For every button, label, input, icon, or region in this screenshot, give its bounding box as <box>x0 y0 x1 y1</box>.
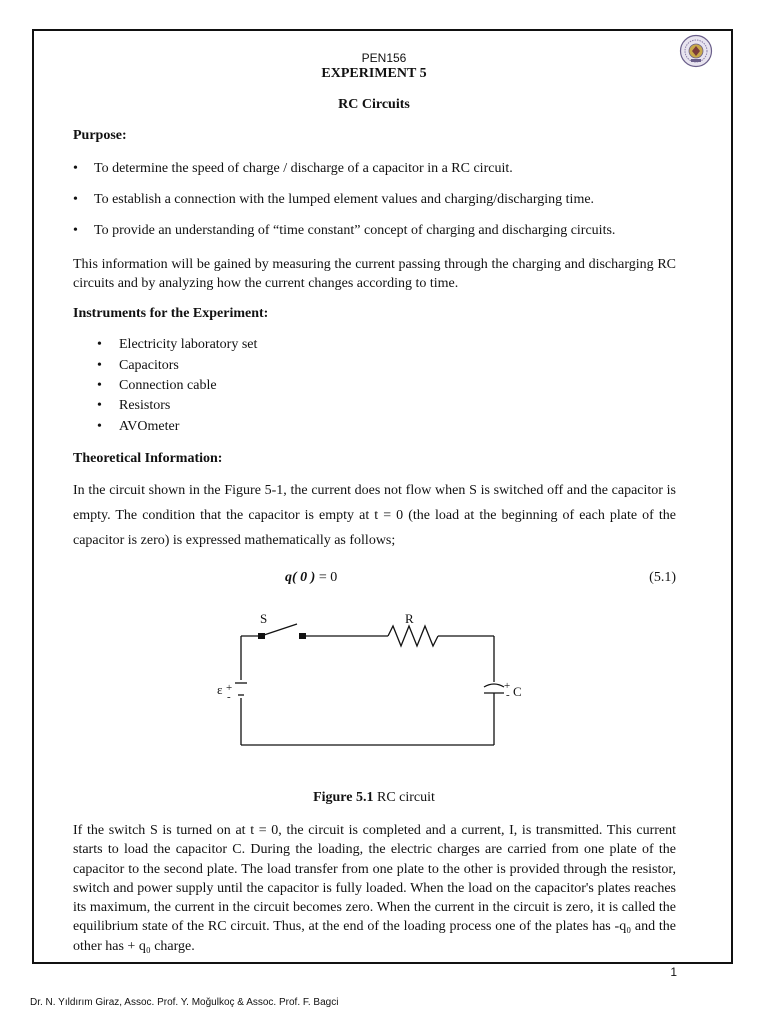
theory-heading: Theoretical Information: <box>73 451 223 466</box>
instrument-text: Resistors <box>119 398 171 413</box>
figure-caption-text: RC circuit <box>373 790 435 805</box>
equation-number: (5.1) <box>649 570 676 585</box>
instrument-text: Capacitors <box>119 358 179 373</box>
source-label: ε <box>217 682 223 697</box>
instrument-text: Electricity laboratory set <box>119 337 258 352</box>
university-seal-logo <box>679 34 713 68</box>
resistor-zigzag <box>388 626 438 646</box>
experiment-subtitle: RC Circuits <box>338 97 410 112</box>
bullet-dot: • <box>73 192 78 207</box>
figure-caption-number: Figure 5.1 <box>313 790 374 805</box>
purpose-bullet-text: To establish a connection with the lumped element values and charging/discharging time. <box>94 192 595 207</box>
bullet-dot: • <box>97 337 102 352</box>
rc-circuit-diagram <box>200 605 540 755</box>
instruments-heading: Instruments for the Experiment: <box>73 306 269 321</box>
figure-caption <box>0 790 748 806</box>
equation <box>285 570 337 586</box>
switch-label: S <box>260 611 268 626</box>
purpose-paragraph: This information will be gained by measuring the current passing through the charging and discharging RC circuits and by analyzing how the current changes according to time. <box>73 257 676 291</box>
instrument-text: AVOmeter <box>119 419 180 434</box>
source-plus: + <box>226 682 233 694</box>
bullet-dot: • <box>97 398 102 413</box>
bullet-dot: • <box>73 223 78 238</box>
course-code: PEN156 <box>361 51 407 65</box>
footer-authors: Dr. N. Yıldırım Giraz, Assoc. Prof. Y. Moğulkoç & Assoc. Prof. F. Bagci <box>30 997 339 1008</box>
capacitor-plus: + <box>504 680 511 692</box>
capacitor-minus: - <box>506 689 510 701</box>
resistor-label: R <box>405 611 414 626</box>
purpose-bullet-text: To provide an understanding of “time constant” concept of charging and discharging circuits. <box>94 223 616 238</box>
equation-lhs: q( 0 ) <box>285 570 316 585</box>
experiment-title: EXPERIMENT 5 <box>321 66 427 81</box>
purpose-bullet-text: To determine the speed of charge / discharge of a capacitor in a RC circuit. <box>94 161 513 176</box>
theory-paragraph-1: In the circuit shown in the Figure 5-1, the current does not flow when S is switched off and the capacitor is empty. The condition that the capacitor is empty at t = 0 (the load at the beginning of each plate of the capacitor is zero) is expressed mathematically as follows; <box>73 483 676 548</box>
source-minus: - <box>227 691 231 703</box>
instrument-text: Connection cable <box>119 378 217 393</box>
bullet-dot: • <box>97 378 102 393</box>
bullet-dot: • <box>97 358 102 373</box>
capacitor-curved-plate <box>484 684 504 687</box>
purpose-heading: Purpose: <box>73 128 127 143</box>
switch-contact-right <box>299 633 306 639</box>
switch-contact-left <box>258 633 265 639</box>
equation-rhs: = 0 <box>318 570 338 585</box>
theory-paragraph-2: If the switch S is turned on at t = 0, the circuit is completed and a current, I, is transmitted. This current starts to load the capacitor C. During the loading, the electric charges are carried from one plate of the capacitor to the second plate. The load transfer from one plate to the other is provided through the resistor, switch and power supply until the capacitor is fully loaded. When the load on the capacitor's plates reaches its maximum, the current in the circuit becomes zero. When the current in the circuit is zero, it is called the equilibrium state of the RC circuit. Thus, at the end of the loading process one of the plates has -q₀ and the other has + q₀ charge. <box>73 823 676 954</box>
capacitor-label: C <box>513 684 522 699</box>
bullet-dot: • <box>73 161 78 176</box>
page-number: 1 <box>670 965 677 979</box>
bullet-dot: • <box>97 419 102 434</box>
